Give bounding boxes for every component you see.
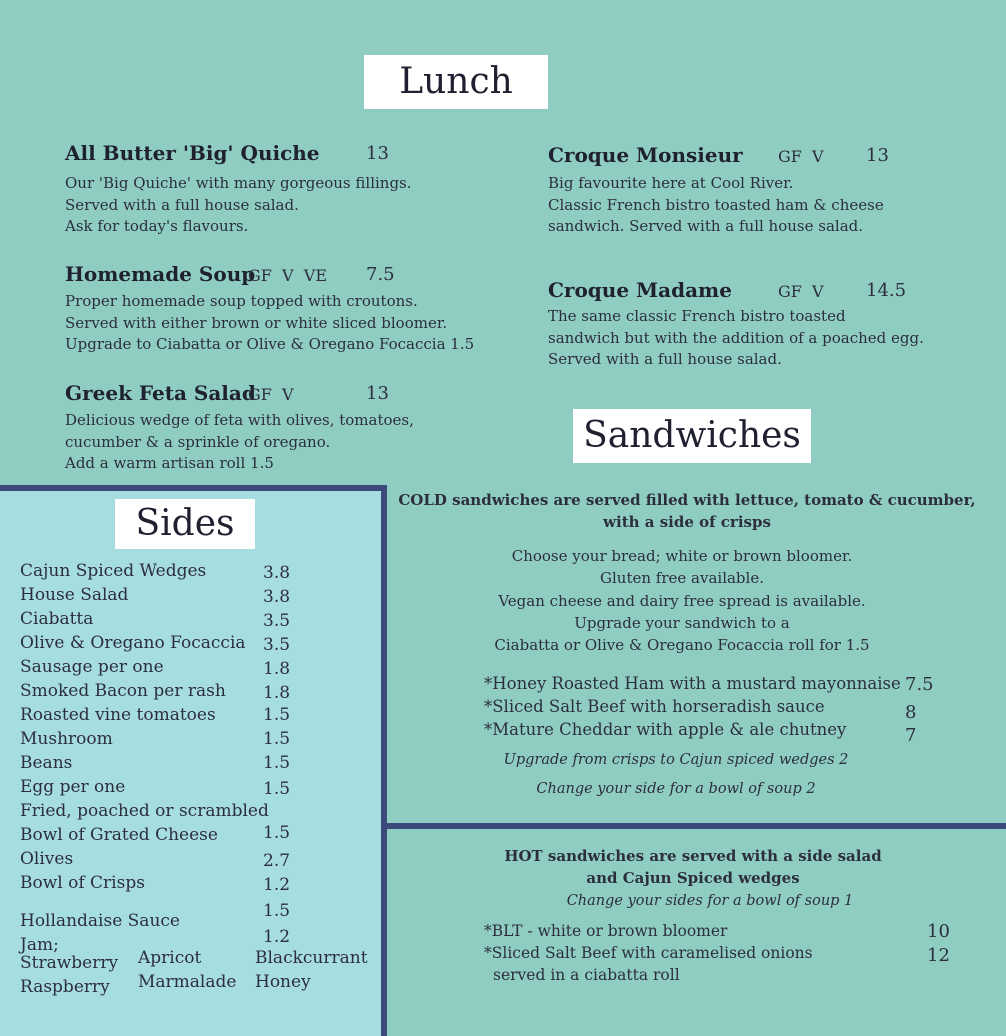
note-line: Change your side for a bowl of soup 2: [536, 781, 816, 797]
dish-name: All Butter 'Big' Quiche: [65, 141, 320, 165]
hot-sandwich-note: Change your sides for a bowl of soup 1: [566, 893, 854, 909]
info-line: Ciabatta or Olive & Oregano Focaccia roll for 1.5: [494, 636, 870, 655]
jam-flavour: Apricot: [138, 948, 202, 968]
side-item-price: 1.8: [263, 683, 291, 703]
side-item-name: Sausage per one: [20, 657, 164, 677]
side-item-price: 2.7: [263, 851, 291, 871]
info-line: Gluten free available.: [600, 569, 764, 588]
side-item-name: Bowl of Crisps: [20, 873, 145, 893]
cold-upgrade-notes: [376, 752, 976, 797]
sides-title-text: Sides: [135, 503, 235, 544]
desc-line: Ask for today's flavours.: [65, 217, 249, 235]
dish-name: Homemade Soup: [65, 262, 256, 286]
sides-panel: [0, 485, 387, 1036]
side-item-name: Ciabatta: [20, 609, 94, 629]
side-item-name: Cajun Spiced Wedges: [20, 561, 207, 581]
side-item-name: Egg per one: [20, 777, 126, 797]
jam-flavour: Marmalade: [138, 972, 237, 992]
desc-line: The same classic French bistro toasted: [548, 307, 846, 325]
dietary-tags: GF V: [778, 147, 824, 166]
desc-line: Upgrade to Ciabatta or Olive & Oregano Focaccia 1.5: [65, 335, 475, 353]
side-item-name: Mushroom: [20, 729, 113, 749]
sandwiches-title: [573, 409, 811, 463]
desc-line: Served with a full house salad.: [548, 350, 782, 368]
hot-sandwich-price: 12: [927, 945, 950, 966]
lunch-title: [364, 55, 548, 109]
side-item-price: 1.5: [263, 753, 291, 773]
section-divider: [387, 823, 1006, 829]
desc-line: Served with a full house salad.: [65, 195, 299, 214]
info-line: Vegan cheese and dairy free spread is available.: [498, 591, 866, 610]
dietary-tags: GF V: [248, 385, 294, 404]
side-item-name: Bowl of Grated Cheese: [20, 825, 218, 845]
side-item-price: 1.5: [263, 705, 291, 725]
cold-sandwich-name: *Sliced Salt Beef with horseradish sauce: [484, 697, 825, 716]
dietary-tags: GF V VE: [248, 266, 328, 285]
side-item-price: 1.8: [263, 659, 291, 679]
side-item-name: Fried, poached or scrambled: [20, 801, 269, 821]
side-item-price: 1.5: [263, 729, 291, 749]
side-item-name: Smoked Bacon per rash: [20, 681, 226, 701]
desc-line: Add a warm artisan roll 1.5: [65, 454, 274, 472]
jam-flavour: Honey: [255, 972, 311, 992]
hot-sandwich-name: *BLT - white or brown bloomer: [484, 922, 728, 940]
hot-sandwich-price: 10: [927, 921, 950, 942]
cold-sandwich-price: 7.5: [905, 674, 934, 695]
desc-line: Classic French bistro toasted ham & cheese: [548, 195, 884, 214]
desc-line: sandwich but with the addition of a poached egg.: [548, 328, 924, 347]
dish-description: [65, 410, 414, 475]
sides-title: [115, 499, 255, 549]
side-item-price: 1.2: [263, 927, 291, 947]
header-line: with a side of crisps: [603, 513, 771, 531]
cold-sandwich-price: 7: [905, 725, 917, 746]
info-line: Upgrade your sandwich to a: [574, 613, 790, 632]
dish-name: Croque Madame: [548, 278, 732, 302]
jam-flavour: Blackcurrant: [255, 948, 368, 968]
dish-price: 13: [866, 145, 889, 166]
sandwiches-title-text: Sandwiches: [583, 415, 801, 456]
hot-sandwiches-header: [393, 845, 993, 889]
dish-description: [548, 173, 884, 238]
hot-sandwich-extra: served in a ciabatta roll: [493, 966, 680, 984]
side-item-name: Olives: [20, 849, 74, 869]
dish-name: Croque Monsieur: [548, 143, 743, 167]
side-item-price: 3.8: [263, 563, 291, 583]
side-item-name: Beans: [20, 753, 73, 773]
desc-line: Our 'Big Quiche' with many gorgeous fillings.: [65, 174, 412, 192]
note-line: Upgrade from crisps to Cajun spiced wedges 2: [503, 752, 849, 768]
desc-line: cucumber & a sprinkle of oregano.: [65, 432, 331, 451]
cold-sandwich-name: *Honey Roasted Ham with a mustard mayonnaise: [484, 674, 901, 693]
desc-line: Served with either brown or white sliced bloomer.: [65, 313, 448, 332]
side-item-price: 3.5: [263, 611, 291, 631]
side-item-name: Jam;: [20, 935, 59, 955]
side-item-price: 3.8: [263, 587, 291, 607]
dietary-tags: GF V: [778, 282, 824, 301]
lunch-title-text: Lunch: [399, 61, 513, 102]
header-line: HOT sandwiches are served with a side salad: [504, 847, 882, 865]
side-item-name: Hollandaise Sauce: [20, 911, 180, 931]
side-item-name: Olive & Oregano Focaccia: [20, 633, 246, 653]
dish-description: [65, 173, 412, 238]
desc-line: Big favourite here at Cool River.: [548, 174, 794, 192]
side-item-price: 1.2: [263, 875, 291, 895]
dish-price: 13: [366, 143, 389, 164]
dish-description: [548, 306, 924, 371]
dish-price: 13: [366, 383, 389, 404]
hot-sandwich-name: *Sliced Salt Beef with caramelised onions: [484, 944, 813, 962]
dish-price: 7.5: [366, 264, 395, 285]
desc-line: Delicious wedge of feta with olives, tomatoes,: [65, 411, 414, 429]
side-item-price: 1.5: [263, 823, 291, 843]
cold-sandwich-price: 8: [905, 702, 917, 723]
header-line: and Cajun Spiced wedges: [586, 869, 800, 887]
cold-sandwich-name: *Mature Cheddar with apple & ale chutney: [484, 720, 847, 739]
jam-flavour: Strawberry: [20, 953, 119, 973]
dish-price: 14.5: [866, 280, 907, 301]
desc-line: sandwich. Served with a full house salad.: [548, 217, 864, 235]
side-item-name: Roasted vine tomatoes: [20, 705, 216, 725]
info-line: Choose your bread; white or brown bloomer.: [511, 547, 853, 565]
header-line: COLD sandwiches are served filled with lettuce, tomato & cucumber,: [398, 491, 976, 509]
dish-name: Greek Feta Salad: [65, 381, 256, 405]
side-item-price: 1.5: [263, 901, 291, 921]
dish-description: [65, 291, 474, 356]
side-item-price: 3.5: [263, 635, 291, 655]
side-item-name: House Salad: [20, 585, 129, 605]
bread-info: [382, 545, 982, 656]
cold-sandwiches-header: [387, 489, 987, 533]
jam-flavour: Raspberry: [20, 977, 110, 997]
desc-line: Proper homemade soup topped with croutons.: [65, 292, 418, 310]
side-item-price: 1.5: [263, 779, 291, 799]
